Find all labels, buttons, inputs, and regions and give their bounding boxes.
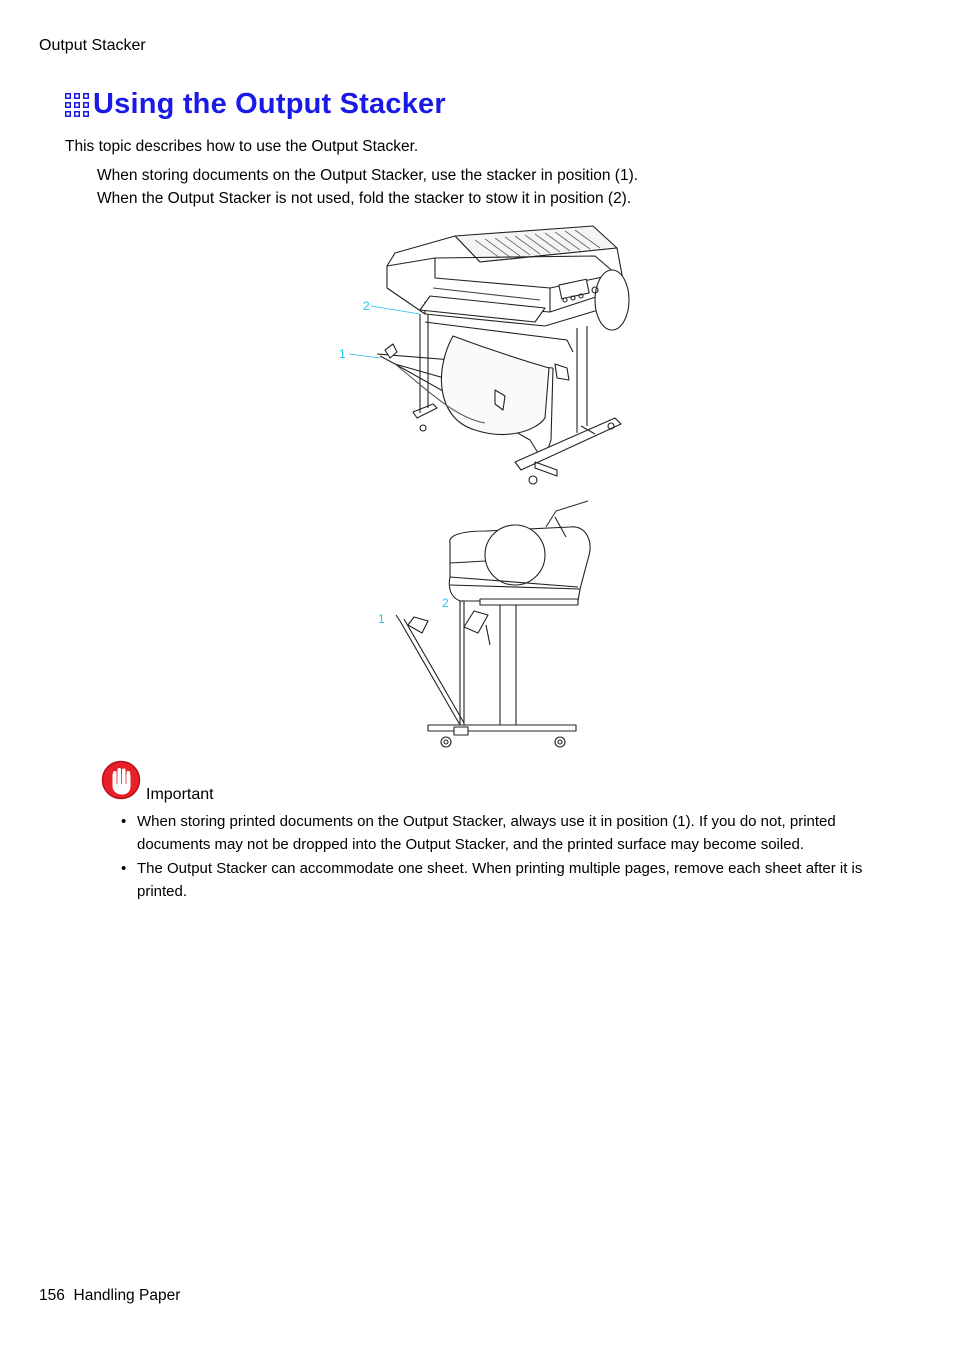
figure2-callout-1: 1 <box>378 612 385 626</box>
stop-hand-icon <box>101 760 141 800</box>
figure2-callout-2: 2 <box>442 596 449 610</box>
figure1-callout-1: 1 <box>339 347 346 361</box>
page-title: Using the Output Stacker <box>93 88 446 120</box>
page-number: 156 <box>39 1287 65 1304</box>
list-item-text: The Output Stacker can accommodate one sheet. When printing multiple pages, remove each sheet after it is printed. <box>137 860 863 901</box>
grid-icon <box>65 93 89 117</box>
footer-section: Handling Paper <box>73 1287 181 1304</box>
list-item: • When storing printed documents on the Output Stacker, always use it in position (1). If you do not, printed documents may not be dropped into the Output Stacker, and the printed surface may become soiled. <box>121 813 836 854</box>
intro-text: This topic describes how to use the Output Stacker. <box>65 138 419 155</box>
printer-stacker-side-illustration <box>370 497 600 749</box>
page-footer <box>39 1287 180 1305</box>
step-text-1: When storing documents on the Output Stacker, use the stacker in position (1). <box>97 167 639 184</box>
step-text-2: When the Output Stacker is not used, fold the stacker to stow it in position (2). <box>97 190 632 207</box>
important-list <box>121 810 891 904</box>
list-item-text: When storing printed documents on the Output Stacker, always use it in position (1). If you do not, printed documents may not be dropped into the Output Stacker, and the printed surface may become soiled. <box>137 813 836 854</box>
important-label: Important <box>146 786 214 803</box>
printer-stacker-perspective-illustration <box>335 218 635 490</box>
title-row <box>65 88 446 121</box>
list-item: • The Output Stacker can accommodate one sheet. When printing multiple pages, remove each sheet after it is printed. <box>121 860 863 901</box>
running-header: Output Stacker <box>39 37 146 54</box>
figure1-callout-2: 2 <box>363 299 370 313</box>
